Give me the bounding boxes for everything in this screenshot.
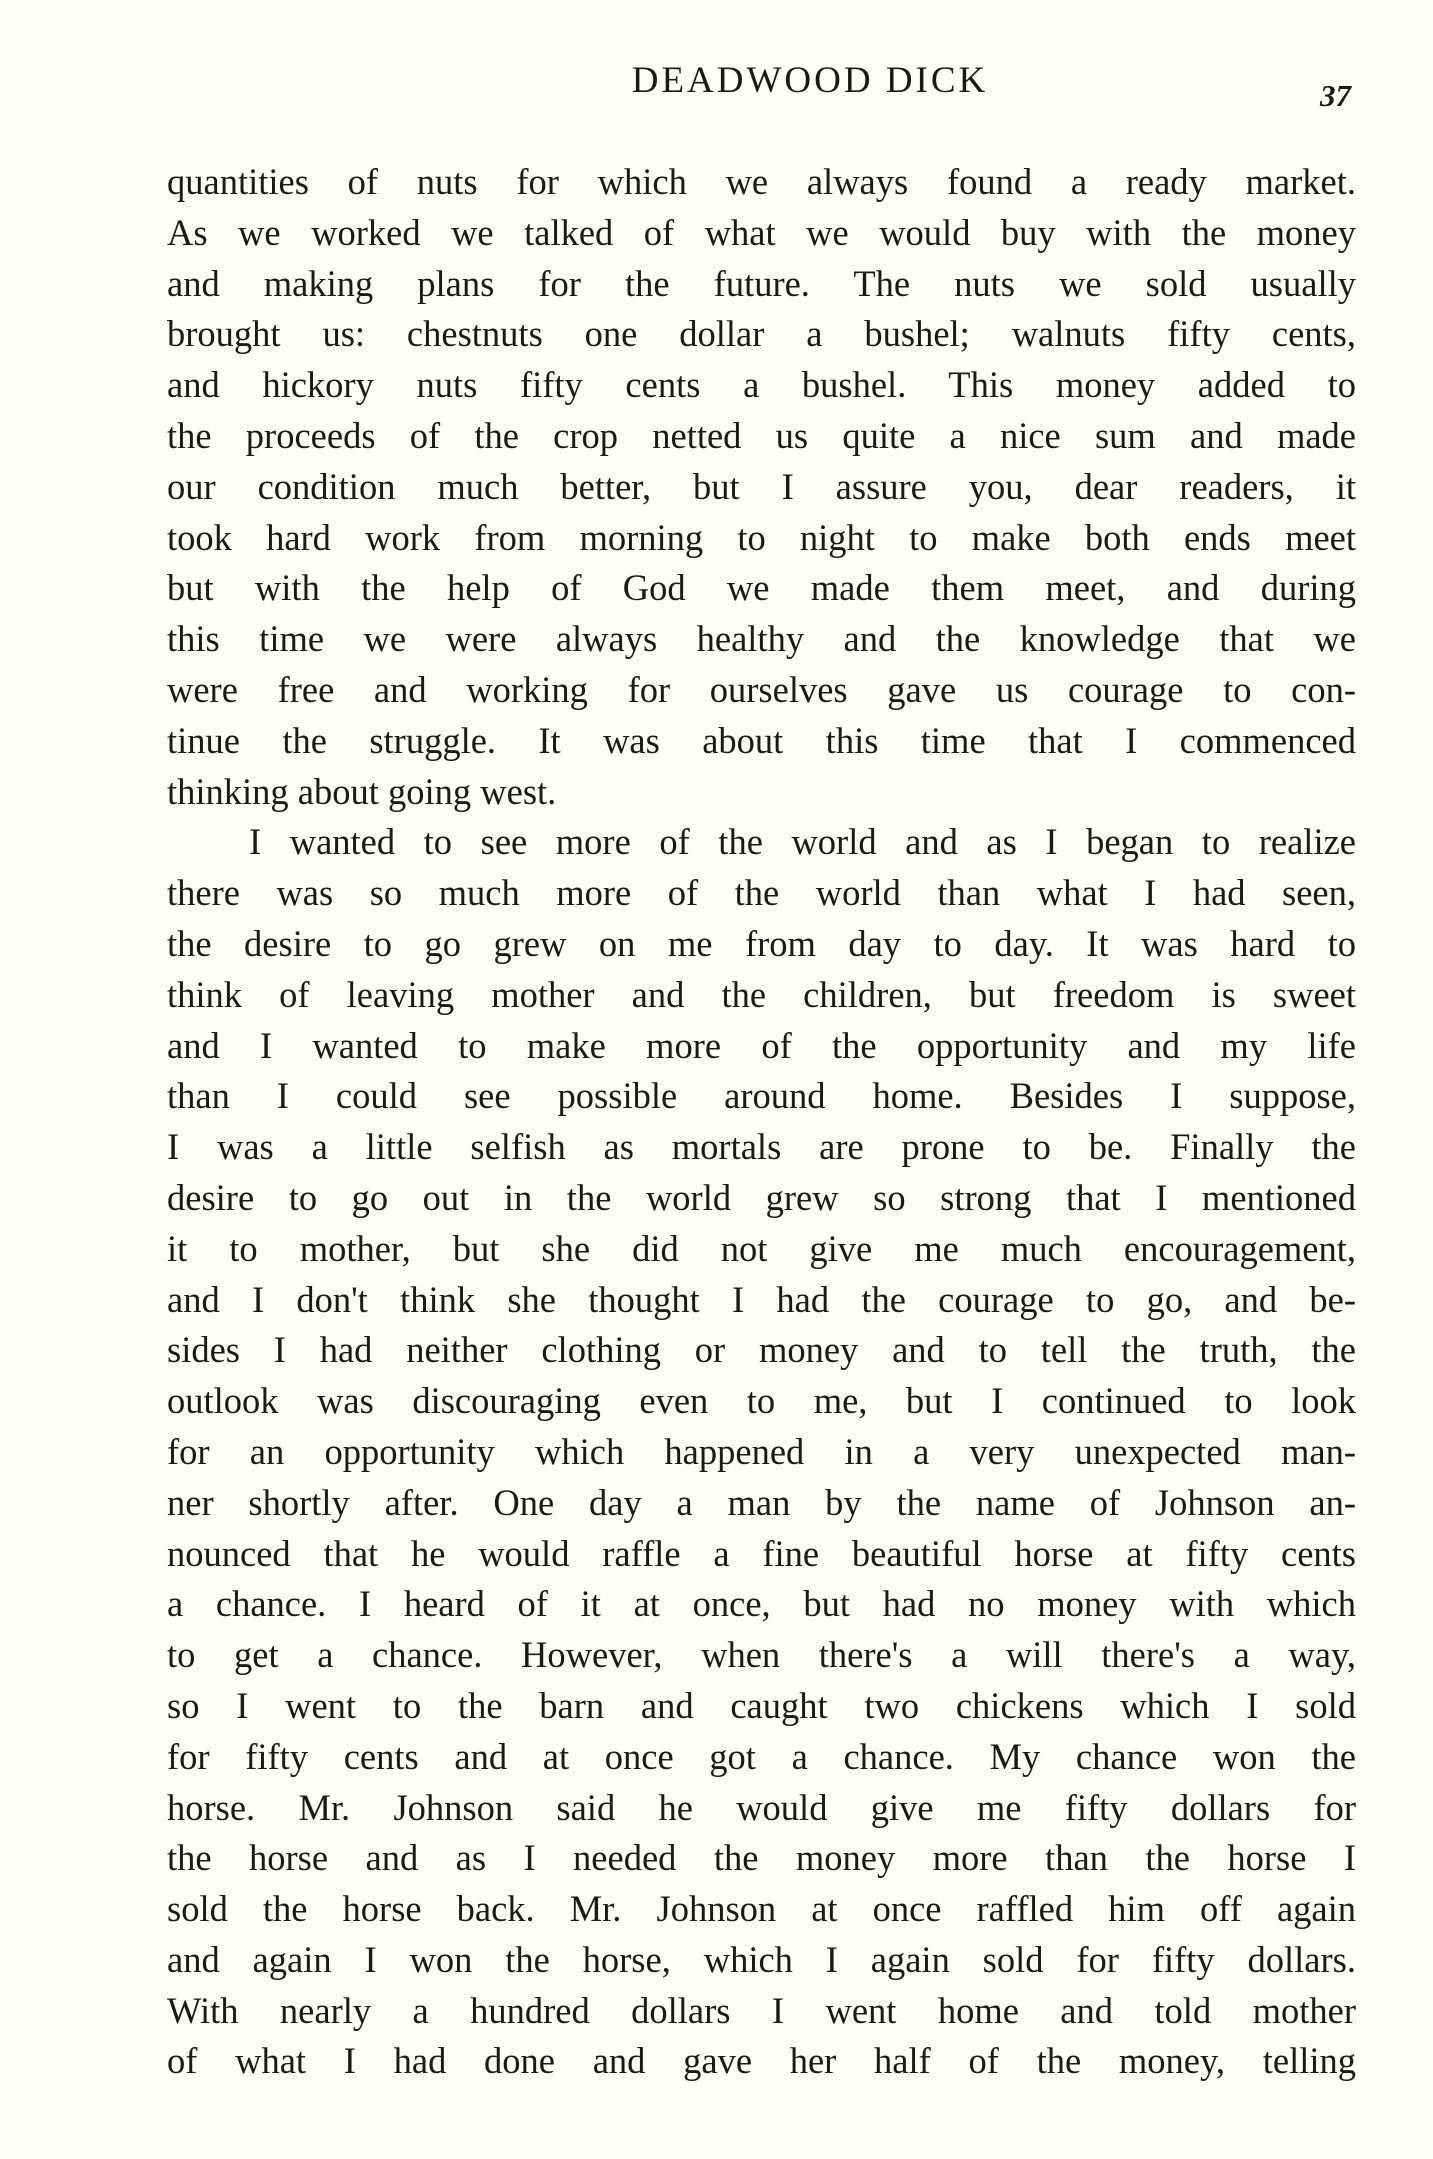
text-line: to get a chance. However, when there's a will there's a way, bbox=[167, 1634, 1356, 1676]
text-line: the proceeds of the crop netted us quite a nice sum and made bbox=[167, 414, 1356, 456]
running-title: DEADWOOD DICK bbox=[631, 60, 989, 101]
text-line: sold the horse back. Mr. Johnson at once raffled him off again bbox=[167, 1888, 1356, 1930]
text-line: and making plans for the future. The nuts we sold usually bbox=[167, 262, 1356, 304]
text-line: took hard work from morning to night to make both ends meet bbox=[167, 516, 1356, 558]
text-line: desire to go out in the world grew so strong that I mentioned bbox=[167, 1176, 1356, 1218]
text-line: quantities of nuts for which we always found a ready market. bbox=[167, 161, 1356, 202]
text-line: the horse and as I needed the money more than the horse I bbox=[167, 1837, 1356, 1879]
text-line: tinue the struggle. It was about this time that I commenced bbox=[167, 719, 1356, 761]
text-line: so I went to the barn and caught two chickens which I sold bbox=[167, 1684, 1356, 1726]
text-line: for an opportunity which happened in a very unexpected man- bbox=[167, 1430, 1356, 1472]
text-line: but with the help of God we made them meet, and during bbox=[167, 567, 1356, 609]
text-line: and hickory nuts fifty cents a bushel. This money added to bbox=[167, 364, 1356, 406]
text-line: there was so much more of the world than what I had seen, bbox=[167, 872, 1356, 914]
text-line: nounced that he would raffle a fine beautiful horse at fifty cents bbox=[167, 1532, 1356, 1574]
text-line: ner shortly after. One day a man by the name of Johnson an- bbox=[167, 1481, 1356, 1523]
text-line: than I could see possible around home. Besides I suppose, bbox=[167, 1075, 1356, 1117]
text-line: With nearly a hundred dollars I went home and told mother bbox=[167, 1989, 1356, 2031]
text-line: As we worked we talked of what we would buy with the money bbox=[167, 211, 1356, 253]
page-number: 37 bbox=[1320, 78, 1351, 113]
text-line: I was a little selfish as mortals are prone to be. Finally the bbox=[167, 1126, 1356, 1168]
text-line: of what I had done and gave her half of the money, telling bbox=[167, 2040, 1356, 2082]
text-line: and I wanted to make more of the opportunity and my life bbox=[167, 1024, 1356, 1066]
text-line: and I don't think she thought I had the courage to go, and be- bbox=[167, 1278, 1356, 1320]
paragraph-end-line: thinking about going west. bbox=[167, 770, 557, 812]
text-line: the desire to go grew on me from day to day. It was hard to bbox=[167, 922, 1356, 964]
text-line: our condition much better, but I assure you, dear readers, it bbox=[167, 465, 1356, 507]
text-line: for fifty cents and at once got a chance. My chance won the bbox=[167, 1735, 1356, 1777]
text-line: it to mother, but she did not give me much encouragement, bbox=[167, 1227, 1356, 1269]
text-line: horse. Mr. Johnson said he would give me fifty dollars for bbox=[167, 1786, 1356, 1828]
text-line: a chance. I heard of it at once, but had no money with which bbox=[167, 1583, 1356, 1625]
text-line: were free and working for ourselves gave us courage to con- bbox=[167, 668, 1356, 710]
text-line: outlook was discouraging even to me, but I continued to look bbox=[167, 1380, 1356, 1422]
text-line: and again I won the horse, which I again sold for fifty dollars. bbox=[167, 1938, 1356, 1980]
text-line: brought us: chestnuts one dollar a bushel; walnuts fifty cents, bbox=[167, 313, 1356, 355]
paragraph-start-line: I wanted to see more of the world and as I began to realize bbox=[249, 821, 1356, 863]
text-line: think of leaving mother and the children, but freedom is sweet bbox=[167, 973, 1356, 1015]
text-line: sides I had neither clothing or money and to tell the truth, the bbox=[167, 1329, 1356, 1371]
running-head bbox=[0, 58, 1433, 113]
text-line: this time we were always healthy and the knowledge that we bbox=[167, 618, 1356, 660]
body-text bbox=[167, 157, 1356, 2087]
